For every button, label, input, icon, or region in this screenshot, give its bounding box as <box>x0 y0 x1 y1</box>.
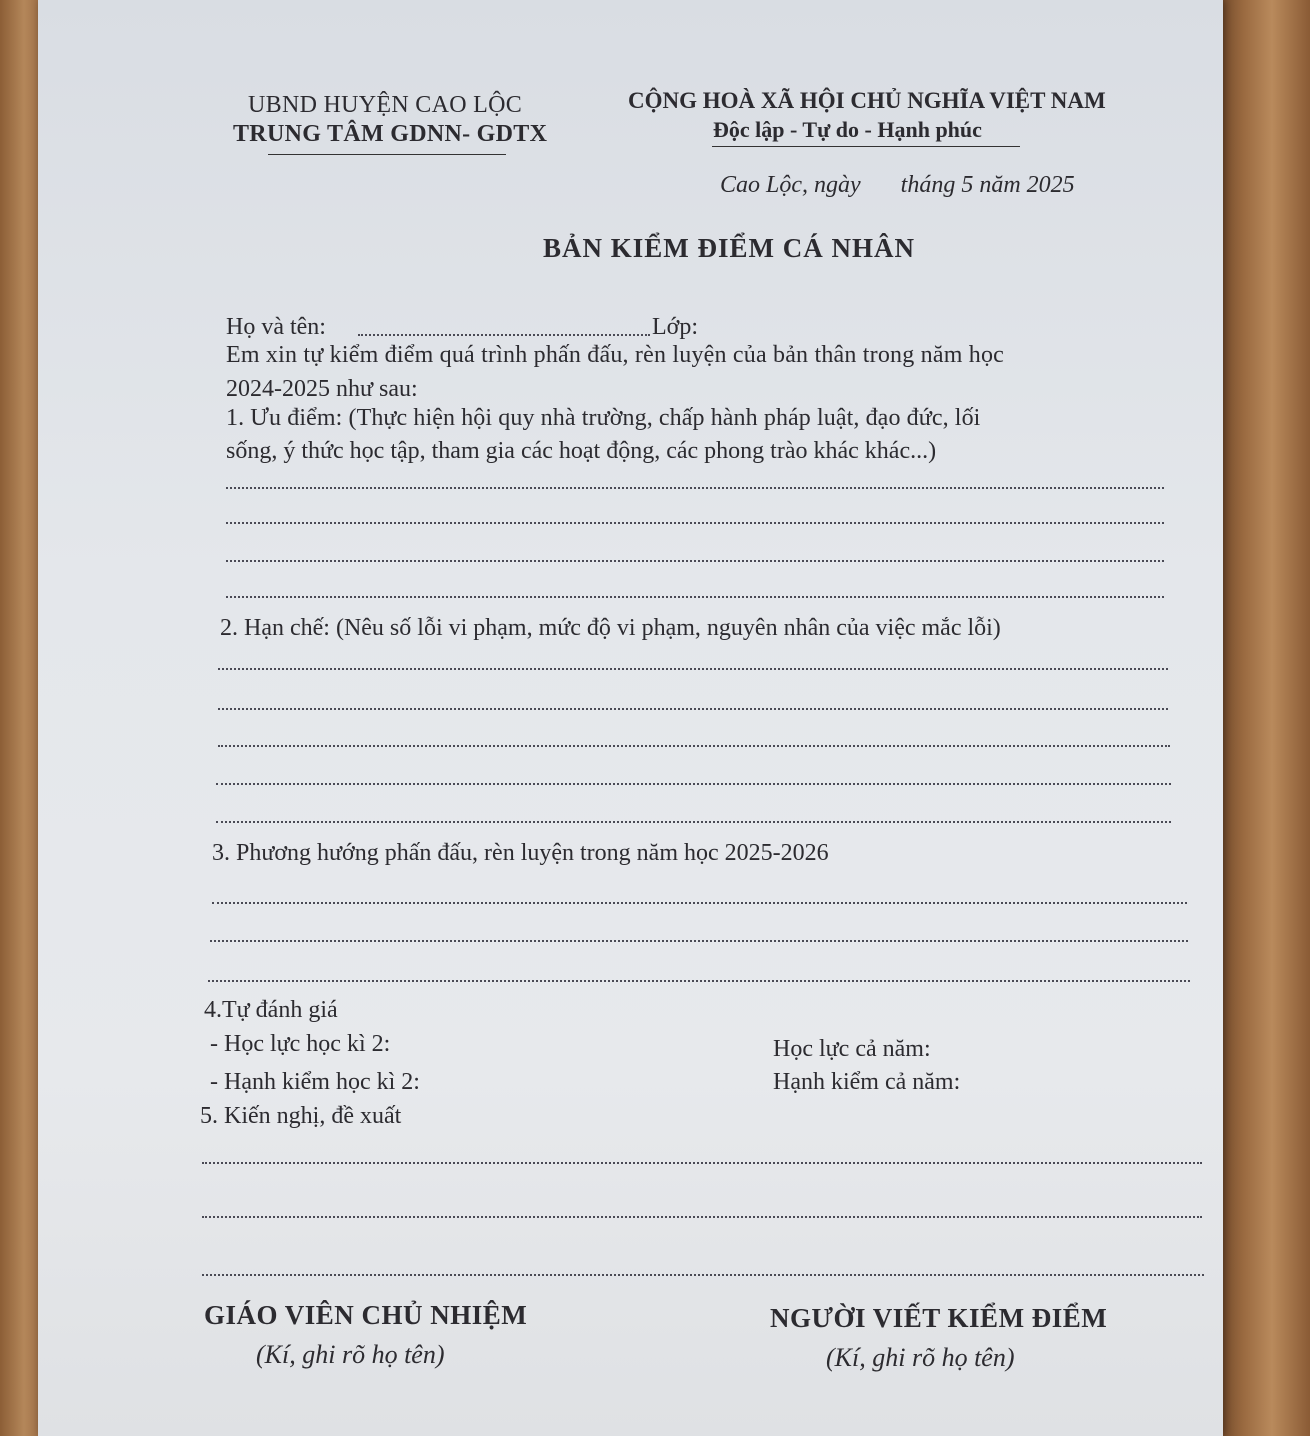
document-title: BẢN KIỂM ĐIỂM CÁ NHÂN <box>543 233 915 263</box>
intro-line-1: Em xin tự kiểm điểm quá trình phấn đấu, rèn luyện của bản thân trong năm học <box>226 342 1005 368</box>
district-committee-name: UBND HUYỆN CAO LỘC <box>248 92 523 118</box>
section-4-heading: 4.Tự đánh giá <box>204 997 338 1023</box>
left-header-underline <box>268 154 506 155</box>
section-3-heading: 3. Phương hướng phấn đấu, rèn luyện trong năm học 2025-2026 <box>212 840 829 866</box>
section-1-line-2: sống, ý thức học tập, tham gia các hoạt động, các phong trào khác khác...) <box>226 438 937 464</box>
section-2-answer-line[interactable] <box>218 708 1168 710</box>
section-1-answer-line[interactable] <box>226 522 1164 524</box>
homeroom-teacher-title: GIÁO VIÊN CHỦ NHIỆM <box>204 1300 528 1330</box>
name-field[interactable] <box>358 334 650 336</box>
section-1-answer-line[interactable] <box>226 487 1164 489</box>
month-year-label: tháng 5 năm 2025 <box>900 172 1075 198</box>
section-3-answer-line[interactable] <box>208 980 1190 982</box>
conduct-sem2-label: - Hạnh kiểm học kì 2: <box>210 1069 420 1095</box>
conduct-year-label: Hạnh kiểm cả năm: <box>773 1069 961 1095</box>
writer-note: (Kí, ghi rõ họ tên) <box>826 1343 1015 1372</box>
section-2-answer-line[interactable] <box>216 783 1171 785</box>
section-5-answer-line[interactable] <box>202 1274 1204 1276</box>
academic-sem2-label: - Học lực học kì 2: <box>210 1031 391 1057</box>
section-5-answer-line[interactable] <box>202 1162 1202 1164</box>
table-surface-right <box>1215 0 1310 1436</box>
center-name: TRUNG TÂM GDNN- GDTX <box>233 121 548 147</box>
section-2-answer-line[interactable] <box>218 745 1170 747</box>
section-2-heading: 2. Hạn chế: (Nêu số lỗi vi phạm, mức độ vi phạm, nguyên nhân của việc mắc lỗi) <box>220 615 1001 641</box>
intro-line-2: 2024-2025 như sau: <box>226 376 418 402</box>
section-2-answer-line[interactable] <box>216 821 1171 823</box>
national-title: CỘNG HOÀ XÃ HỘI CHỦ NGHĨA VIỆT NAM <box>628 88 1106 113</box>
homeroom-teacher-note: (Kí, ghi rõ họ tên) <box>256 1340 445 1369</box>
section-1-answer-line[interactable] <box>226 596 1164 598</box>
section-1-answer-line[interactable] <box>226 560 1164 562</box>
table-surface-left <box>0 0 40 1436</box>
name-label: Họ và tên: <box>226 314 326 340</box>
academic-year-label: Học lực cả năm: <box>773 1036 931 1062</box>
section-2-answer-line[interactable] <box>218 668 1168 670</box>
place-label: Cao Lộc, ngày <box>720 172 861 198</box>
section-1-line-1: 1. Ưu điểm: (Thực hiện hội quy nhà trường, chấp hành pháp luật, đạo đức, lối <box>226 405 981 431</box>
motto-underline <box>712 146 1020 147</box>
section-5-heading: 5. Kiến nghị, đề xuất <box>200 1103 402 1129</box>
class-label: Lớp: <box>652 314 699 340</box>
section-3-answer-line[interactable] <box>210 940 1188 942</box>
document-sheet <box>38 0 1223 1436</box>
place-date-line <box>720 172 1075 199</box>
section-5-answer-line[interactable] <box>202 1216 1202 1218</box>
section-3-answer-line[interactable] <box>212 902 1187 904</box>
national-motto: Độc lập - Tự do - Hạnh phúc <box>713 117 982 142</box>
writer-title: NGƯỜI VIẾT KIỂM ĐIỂM <box>770 1303 1108 1333</box>
